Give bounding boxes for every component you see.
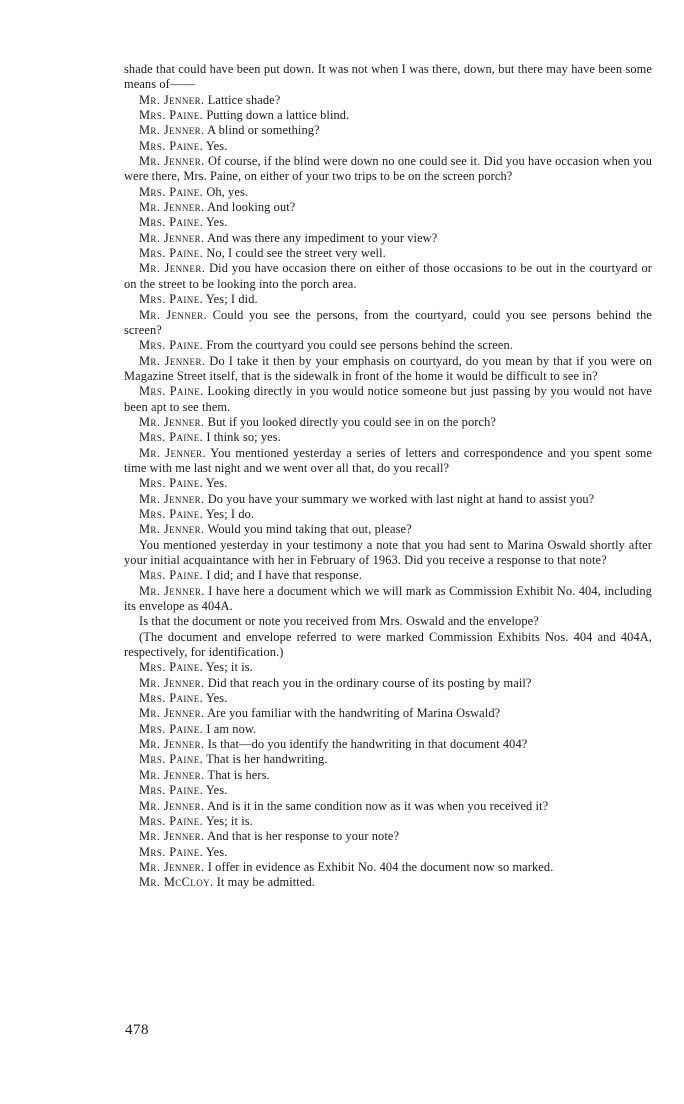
paragraph-text: From the courtyard you could see persons behind the screen. xyxy=(206,338,513,353)
testimony-paragraph xyxy=(124,292,652,307)
paragraph-text: Oh, yes. xyxy=(206,184,249,199)
speaker-label: Mrs. Paine. xyxy=(139,721,204,736)
paragraph-text: It may be admitted. xyxy=(216,875,315,890)
paragraph-text: No, I could see the street very well. xyxy=(206,246,386,261)
speaker-label: Mrs. Paine. xyxy=(139,813,204,828)
speaker-label: Mrs. Paine. xyxy=(139,430,204,445)
paragraph-text: Do I take it then by your emphasis on courtyard, do you mean by that if you were on Magazine Street itself, that is the sidewalk in front of the home it would be difficult to see in? xyxy=(124,353,652,383)
testimony-paragraph xyxy=(124,568,652,583)
testimony-paragraph xyxy=(124,246,652,261)
speaker-label: Mr. Jenner. xyxy=(139,522,205,537)
testimony-paragraph xyxy=(124,507,652,522)
testimony-paragraph xyxy=(124,492,652,507)
speaker-label: Mrs. Paine. xyxy=(139,476,204,491)
testimony-paragraph xyxy=(124,308,652,339)
paragraph-text: Yes; I do. xyxy=(205,506,255,521)
speaker-label: Mr. Jenner. xyxy=(139,859,205,874)
paragraph-text: Are you familiar with the handwriting of Marina Oswald? xyxy=(207,706,501,721)
speaker-label: Mrs. Paine. xyxy=(139,338,204,353)
testimony-paragraph xyxy=(124,845,652,860)
testimony-paragraph xyxy=(124,522,652,537)
testimony-paragraph xyxy=(124,430,652,445)
paragraph-text: Lattice shade? xyxy=(207,92,281,107)
speaker-label: Mr. Jenner. xyxy=(139,123,205,138)
speaker-label: Mrs. Paine. xyxy=(139,292,204,307)
testimony-paragraph xyxy=(124,123,652,138)
paragraph-text: Of course, if the blind were down no one could see it. Did you have occasion when you were there, Mrs. Paine, on either of your two trips to be on the screen porch? xyxy=(124,154,652,184)
speaker-label: Mrs. Paine. xyxy=(139,691,204,706)
testimony-paragraph xyxy=(124,691,652,706)
testimony-paragraph xyxy=(124,338,652,353)
paragraph-text: Yes; it is. xyxy=(205,813,253,828)
speaker-label: Mr. McCloy. xyxy=(139,875,214,890)
paragraph-text: Yes. xyxy=(205,138,228,153)
speaker-label: Mr. Jenner. xyxy=(139,829,205,844)
speaker-label: Mr. Jenner. xyxy=(139,706,205,721)
testimony-paragraph xyxy=(124,768,652,783)
paragraph-text: Is that—do you identify the handwriting in that document 404? xyxy=(207,737,528,752)
speaker-label: Mrs. Paine. xyxy=(139,184,204,199)
testimony-paragraph xyxy=(124,185,652,200)
paragraph-text: Would you mind taking that out, please? xyxy=(207,522,412,537)
testimony-paragraph xyxy=(124,261,652,292)
paragraph-text: Yes. xyxy=(205,215,228,230)
paragraph-text: Could you see the persons, from the courtyard, could you see persons behind the screen? xyxy=(124,307,652,337)
paragraph-text: That is her handwriting. xyxy=(206,752,328,767)
paragraph-text: You mentioned yesterday in your testimony a note that you had sent to Marina Oswald shortly after your initial acquaintance with her in February of 1963. Did you receive a response to that note? xyxy=(124,537,652,567)
paragraph-text: (The document and envelope referred to were marked Commission Exhibits Nos. 404 and 404A, respectively, for identification.) xyxy=(124,629,652,660)
testimony-paragraph xyxy=(124,446,652,477)
speaker-label: Mr. Jenner. xyxy=(139,307,207,322)
paragraph-text: Yes. xyxy=(205,476,228,491)
paragraph-text: Yes. xyxy=(205,691,228,706)
speaker-label: Mrs. Paine. xyxy=(139,783,204,798)
testimony-paragraph xyxy=(124,538,652,569)
paragraph-text: I did; and I have that response. xyxy=(206,568,362,583)
paragraph-text: I think so; yes. xyxy=(206,430,281,445)
speaker-label: Mr. Jenner. xyxy=(139,261,206,276)
speaker-label: Mr. Jenner. xyxy=(139,675,205,690)
paragraph-text: shade that could have been put down. It was not when I was there, down, but there may have been some means of—— xyxy=(124,62,652,92)
testimony-paragraph xyxy=(124,706,652,721)
testimony-text xyxy=(124,62,652,891)
paragraph-text: Is that the document or note you received from Mrs. Oswald and the envelope? xyxy=(139,614,539,629)
paragraph-text: Did you have occasion there on either of those occasions to be out in the courtyard or on the street to be looking into the porch area. xyxy=(124,261,652,291)
speaker-label: Mr. Jenner. xyxy=(139,491,205,506)
paragraph-text: A blind or something? xyxy=(207,123,320,138)
testimony-paragraph xyxy=(124,814,652,829)
speaker-label: Mr. Jenner. xyxy=(139,154,205,169)
speaker-label: Mrs. Paine. xyxy=(139,568,204,583)
testimony-paragraph xyxy=(124,354,652,385)
paragraph-text: And is it in the same condition now as it was when you received it? xyxy=(207,798,549,813)
testimony-paragraph xyxy=(124,737,652,752)
paragraph-text: Yes; it is. xyxy=(205,660,253,675)
testimony-paragraph xyxy=(124,231,652,246)
testimony-paragraph xyxy=(124,384,652,415)
testimony-paragraph xyxy=(124,630,652,661)
testimony-paragraph xyxy=(124,584,652,615)
paragraph-text: I offer in evidence as Exhibit No. 404 the document now so marked. xyxy=(207,859,554,874)
paragraph-text: You mentioned yesterday a series of letters and correspondence and you spent some time with me last night and we went over all that, do you recall? xyxy=(124,445,652,475)
speaker-label: Mrs. Paine. xyxy=(139,506,204,521)
paragraph-text: Putting down a lattice blind. xyxy=(206,108,350,123)
testimony-paragraph xyxy=(124,215,652,230)
testimony-paragraph xyxy=(124,108,652,123)
testimony-paragraph xyxy=(124,860,652,875)
speaker-label: Mrs. Paine. xyxy=(139,844,204,859)
speaker-label: Mr. Jenner. xyxy=(139,200,205,215)
testimony-paragraph xyxy=(124,752,652,767)
paragraph-text: Looking directly in you would notice someone but just passing by you would not have been apt to see them. xyxy=(124,384,652,414)
testimony-paragraph xyxy=(124,415,652,430)
paragraph-text: Yes. xyxy=(205,783,228,798)
paragraph-text: Yes. xyxy=(205,844,228,859)
speaker-label: Mr. Jenner. xyxy=(139,230,205,245)
speaker-label: Mr. Jenner. xyxy=(139,353,206,368)
testimony-paragraph xyxy=(124,676,652,691)
speaker-label: Mrs. Paine. xyxy=(139,138,204,153)
speaker-label: Mrs. Paine. xyxy=(139,660,204,675)
speaker-label: Mr. Jenner. xyxy=(139,445,207,460)
testimony-paragraph xyxy=(124,93,652,108)
speaker-label: Mr. Jenner. xyxy=(139,92,205,107)
testimony-paragraph xyxy=(124,154,652,185)
testimony-paragraph xyxy=(124,660,652,675)
speaker-label: Mr. Jenner. xyxy=(139,798,205,813)
speaker-label: Mr. Jenner. xyxy=(139,767,205,782)
paragraph-text: I am now. xyxy=(206,721,257,736)
speaker-label: Mr. Jenner. xyxy=(139,414,205,429)
speaker-label: Mrs. Paine. xyxy=(139,752,204,767)
testimony-paragraph xyxy=(124,722,652,737)
paragraph-text: Do you have your summary we worked with last night at hand to assist you? xyxy=(207,491,595,506)
paragraph-text: And looking out? xyxy=(207,200,296,215)
page-number: 478 xyxy=(125,1022,149,1038)
speaker-label: Mr. Jenner. xyxy=(139,737,205,752)
paragraph-text: Did that reach you in the ordinary course of its posting by mail? xyxy=(207,675,532,690)
testimony-paragraph xyxy=(124,200,652,215)
paragraph-text: And that is her response to your note? xyxy=(207,829,400,844)
testimony-paragraph xyxy=(124,614,652,629)
paragraph-text: I have here a document which we will mark as Commission Exhibit No. 404, including its envelope as 404A. xyxy=(124,583,652,614)
paragraph-text: And was there any impediment to your view? xyxy=(207,230,438,245)
testimony-paragraph xyxy=(124,783,652,798)
speaker-label: Mrs. Paine. xyxy=(139,246,204,261)
testimony-paragraph xyxy=(124,799,652,814)
speaker-label: Mr. Jenner. xyxy=(139,583,205,598)
paragraph-text: But if you looked directly you could see in on the porch? xyxy=(207,414,496,429)
speaker-label: Mrs. Paine. xyxy=(139,215,204,230)
testimony-paragraph xyxy=(124,62,652,93)
testimony-paragraph xyxy=(124,829,652,844)
paragraph-text: That is hers. xyxy=(207,767,270,782)
testimony-paragraph xyxy=(124,476,652,491)
testimony-paragraph xyxy=(124,875,652,890)
testimony-paragraph xyxy=(124,139,652,154)
speaker-label: Mrs. Paine. xyxy=(139,384,204,399)
speaker-label: Mrs. Paine. xyxy=(139,108,204,123)
paragraph-text: Yes; I did. xyxy=(205,292,258,307)
